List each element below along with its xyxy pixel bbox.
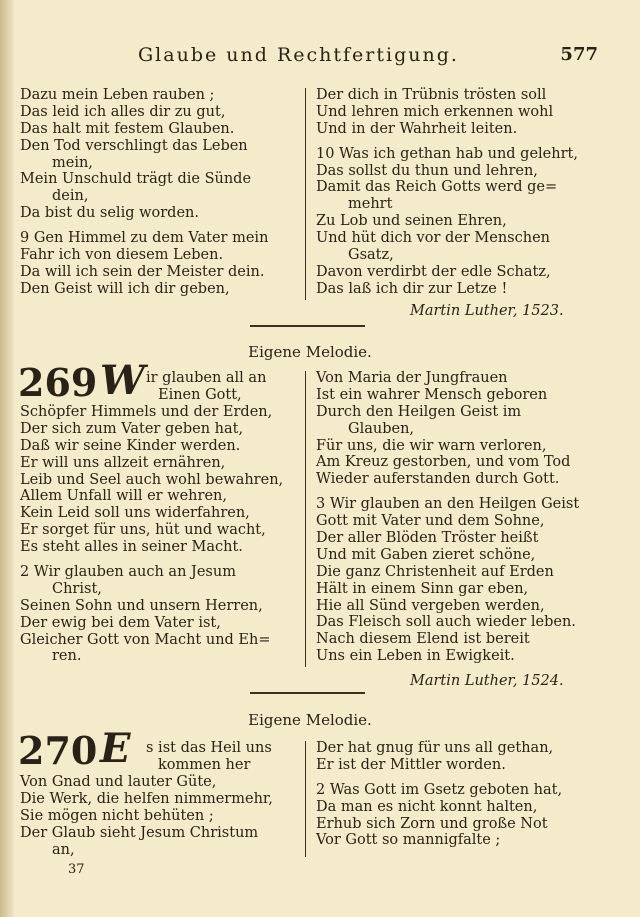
- section-rule: [250, 325, 365, 327]
- verse-line: ir glauben all an: [146, 370, 267, 386]
- page-edge: [0, 0, 14, 917]
- verse-line: Die ganz Christenheit auf Erden: [316, 563, 554, 580]
- verse-line: Er will uns allzeit ernähren,: [20, 454, 226, 471]
- hymn-author-signature: Martin Luther, 1524.: [410, 673, 564, 689]
- verse-line: Der dich in Trübnis trösten soll: [316, 87, 547, 103]
- verse-line: Und in der Wahrheit leiten.: [316, 120, 518, 137]
- verse-line: Gleicher Gott von Macht und Eh=: [20, 631, 271, 648]
- verse-line: kommen her: [158, 756, 251, 773]
- verse-line: Hie all Sünd vergeben werden,: [316, 597, 545, 614]
- stanza-gap: [316, 138, 578, 146]
- verse-line: Da bist du selig worden.: [20, 205, 199, 222]
- hymn-first-lines: [146, 370, 266, 404]
- verse-line: Erhub sich Zorn und große Not: [316, 815, 548, 832]
- verse-line: Leib und Seel auch wohl bewahren,: [20, 471, 284, 488]
- verse-line: Die Werk, die helfen nimmermehr,: [20, 790, 273, 807]
- hymn-270-right-column: [316, 740, 562, 849]
- page-number: 577: [560, 44, 598, 65]
- verse-line: Der sich zum Vater geben hat,: [20, 420, 244, 437]
- verse-line: Hält in einem Sinn gar eben,: [316, 580, 529, 597]
- verse-line: Kein Leid soll uns widerfahren,: [20, 505, 250, 522]
- verse-line: mein,: [52, 154, 93, 171]
- verse-line: Er ist der Mittler worden.: [316, 756, 506, 773]
- verse-line: Zu Lob und seinen Ehren,: [316, 213, 507, 230]
- hymn-270-left-column: [20, 774, 273, 858]
- verse-line: s ist das Heil uns: [146, 740, 272, 756]
- column-divider: [305, 741, 306, 857]
- verse-line: Ist ein wahrer Mensch geboren: [316, 386, 548, 403]
- column-divider: [305, 371, 306, 667]
- top-left-column: [20, 87, 268, 298]
- verse-line: mehrt: [348, 196, 393, 213]
- verse-line: Das Fleisch soll auch wieder leben.: [316, 614, 576, 631]
- initial-letter: E: [100, 725, 131, 772]
- hymn-269-left-column: [20, 404, 283, 665]
- verse-line: Daß wir seine Kinder werden.: [20, 437, 241, 454]
- verse-line: ren.: [52, 648, 82, 665]
- verse-line: 10 Was ich gethan hab und gelehrt,: [316, 145, 578, 162]
- hymn-number: 269: [18, 360, 98, 405]
- verse-line: Mein Unschuld trägt die Sünde: [20, 171, 252, 188]
- verse-line: Christ,: [52, 580, 102, 597]
- section-rule: [250, 692, 365, 694]
- verse-line: Am Kreuz gestorben, und vom Tod: [316, 454, 571, 471]
- running-title: Glaube und Rechtfertigung.: [138, 44, 459, 66]
- verse-line: Er sorget für uns, hüt und wacht,: [20, 522, 266, 539]
- verse-line: Das sollst du thun und lehren,: [316, 162, 538, 179]
- verse-line: Dazu mein Leben rauben ;: [20, 87, 215, 103]
- verse-line: Davon verdirbt der edle Schatz,: [316, 263, 551, 280]
- stanza-gap: [316, 488, 579, 496]
- verse-line: Der Glaub sieht Jesum Christum: [20, 824, 259, 841]
- verse-line: 3 Wir glauben an den Heilgen Geist: [316, 496, 580, 513]
- verse-line: Den Geist will ich dir geben,: [20, 280, 230, 297]
- verse-line: Das leid ich alles dir zu gut,: [20, 103, 226, 120]
- verse-line: an,: [52, 841, 75, 858]
- top-right-column: [316, 87, 578, 298]
- verse-line: dein,: [52, 188, 89, 205]
- verse-line: Und lehren mich erkennen wohl: [316, 103, 554, 120]
- verse-line: 2 Was Gott im Gsetz geboten hat,: [316, 781, 563, 798]
- hymn-first-lines: [146, 740, 272, 774]
- verse-line: 2 Wir glauben auch an Jesum: [20, 564, 236, 581]
- verse-line: Seinen Sohn und unsern Herren,: [20, 597, 263, 614]
- verse-line: Und hüt dich vor der Menschen: [316, 230, 551, 247]
- verse-line: Allem Unfall will er wehren,: [20, 488, 227, 505]
- verse-line: Damit das Reich Gotts werd ge=: [316, 179, 558, 196]
- verse-line: Gsatz,: [348, 247, 394, 264]
- verse-line: Vor Gott so mannigfalte ;: [316, 832, 501, 849]
- verse-line: Nach diesem Elend ist bereit: [316, 631, 530, 648]
- verse-line: Das halt mit festem Glauben.: [20, 120, 235, 137]
- verse-line: Von Gnad und lauter Güte,: [20, 774, 217, 790]
- verse-line: 9 Gen Himmel zu dem Vater mein: [20, 230, 269, 247]
- verse-line: Einen Gott,: [158, 386, 242, 403]
- hymn-number: 270: [18, 728, 98, 773]
- hymn-author-signature: Martin Luther, 1523.: [410, 303, 564, 319]
- verse-line: Uns ein Leben in Ewigkeit.: [316, 648, 515, 665]
- running-header: [138, 44, 598, 72]
- verse-line: Sie mögen nicht behüten ;: [20, 807, 214, 824]
- verse-line: Der hat gnug für uns all gethan,: [316, 740, 554, 756]
- verse-line: Für uns, die wir warn verloren,: [316, 437, 547, 454]
- column-divider: [305, 88, 306, 300]
- stanza-gap: [316, 774, 562, 782]
- stanza-gap: [20, 222, 268, 230]
- verse-line: Von Maria der Jungfrauen: [316, 370, 508, 386]
- stanza-gap: [20, 556, 283, 564]
- melody-heading: Eigene Melodie.: [248, 711, 372, 729]
- verse-line: Gott mit Vater und dem Sohne,: [316, 513, 545, 530]
- hymn-269-right-column: [316, 370, 579, 665]
- verse-line: Schöpfer Himmels und der Erden,: [20, 404, 273, 420]
- verse-line: Der ewig bei dem Vater ist,: [20, 614, 221, 631]
- verse-line: Da man es nicht konnt halten,: [316, 798, 538, 815]
- verse-line: Da will ich sein der Meister dein.: [20, 263, 265, 280]
- verse-line: Wieder auferstanden durch Gott.: [316, 471, 560, 488]
- verse-line: Den Tod verschlingt das Leben: [20, 137, 248, 154]
- verse-line: Und mit Gaben zieret schöne,: [316, 546, 536, 563]
- verse-line: Durch den Heilgen Geist im: [316, 403, 522, 420]
- signature-mark: 37: [68, 862, 85, 877]
- initial-letter: W: [100, 357, 145, 404]
- melody-heading: Eigene Melodie.: [248, 343, 372, 361]
- verse-line: Fahr ich von diesem Leben.: [20, 247, 224, 264]
- verse-line: Der aller Blöden Tröster heißt: [316, 530, 539, 547]
- verse-line: Glauben,: [348, 420, 415, 437]
- verse-line: Das laß ich dir zur Letze !: [316, 280, 508, 297]
- verse-line: Es steht alles in seiner Macht.: [20, 539, 243, 556]
